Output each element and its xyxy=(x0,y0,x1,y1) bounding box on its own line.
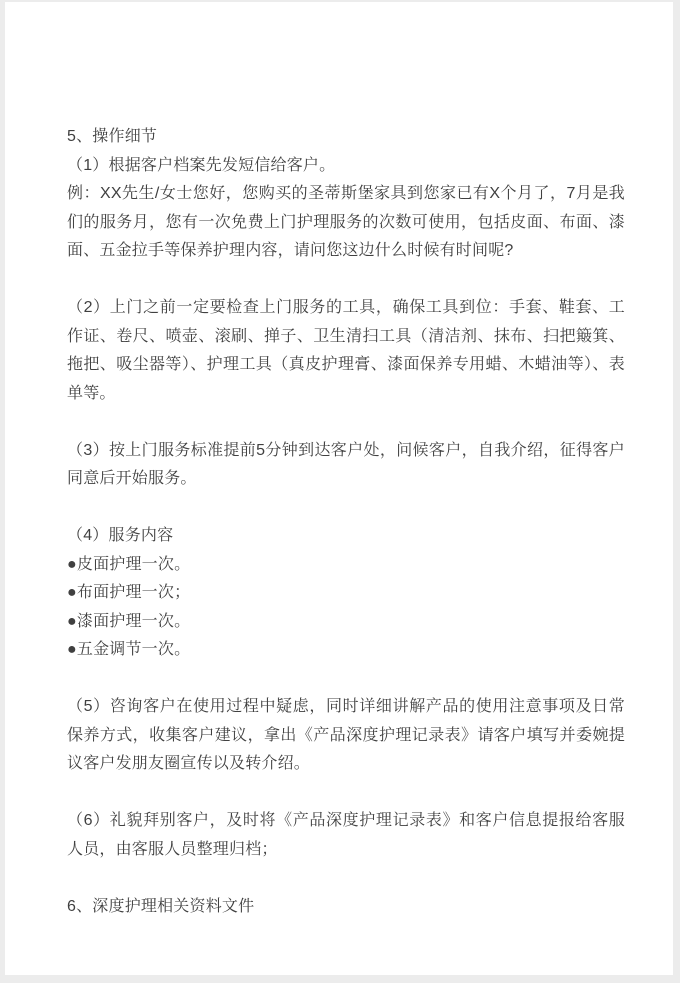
list-item-hardware-adjust xyxy=(67,636,625,665)
bullet-icon: ● xyxy=(67,641,77,658)
list-item-label: 皮面护理一次。 xyxy=(76,555,191,573)
section-heading-related-files: 6、深度护理相关资料文件 xyxy=(67,897,255,915)
section-heading-operation-details: 5、操作细节 xyxy=(67,128,158,145)
list-item-paint-care xyxy=(67,608,625,637)
bullet-icon: ● xyxy=(67,555,77,573)
paragraph-step-3: （3）按上门服务标准提前5分钟到达客户处，问候客户，自我介绍，征得客户同意后开始服务。 xyxy=(67,441,625,487)
document-page xyxy=(5,2,673,975)
list-item-fabric-care xyxy=(67,579,625,608)
bullet-icon: ● xyxy=(67,612,77,630)
paragraph-step-1: （1）根据客户档案先发短信给客户。 xyxy=(67,156,336,174)
paragraph-step-4-service-content: （4）服务内容 xyxy=(67,527,174,544)
paragraph-step-2: （2）上门之前一定要检查上门服务的工具，确保工具到位：手套、鞋套、工作证、卷尺、喷壶、滚刷、掸子、卫生清扫工具（清洁剂、抹布、扫把簸箕、拖把、吸尘器等）、护理工具（真皮护理膏、漆面保养专用蜡、木蜡油等）、表单等。 xyxy=(67,299,625,402)
list-item-label: 五金调节一次。 xyxy=(76,641,191,658)
paragraph-sms-example: 例：XX先生/女士您好，您购买的圣蒂斯堡家具到您家已有X个月了，7月是我们的服务月，您有一次免费上门护理服务的次数可使用，包括皮面、布面、漆面、五金拉手等保养护理内容，请问您这边什么时候有时间呢? xyxy=(67,185,625,259)
document-content xyxy=(67,123,625,921)
list-item-leather-care xyxy=(67,551,625,580)
paragraph-step-6: （6）礼貌拜别客户，及时将《产品深度护理记录表》和客户信息提报给客服人员，由客服人员整理归档； xyxy=(67,812,625,858)
paragraph-step-5: （5）咨询客户在使用过程中疑虑，同时详细讲解产品的使用注意事项及日常保养方式，收集客户建议，拿出《产品深度护理记录表》请客户填写并委婉提议客户发朋友圈宣传以及转介绍。 xyxy=(67,698,625,772)
list-item-label: 布面护理一次； xyxy=(76,584,191,601)
list-item-label: 漆面护理一次。 xyxy=(76,612,191,630)
bullet-icon: ● xyxy=(67,584,77,601)
